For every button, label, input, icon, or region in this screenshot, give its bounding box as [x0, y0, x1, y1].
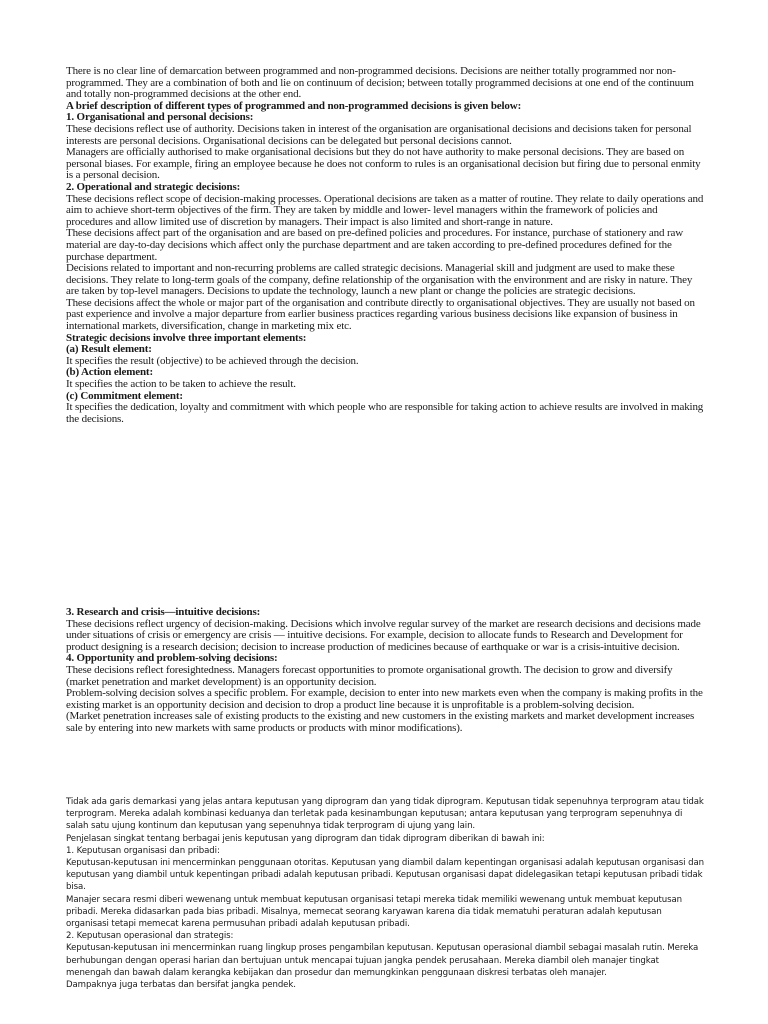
types-heading: A brief description of different types of programmed and non-programmed decisions is given below:: [66, 99, 522, 112]
section-heading-operational-strategic: 2. Operational and strategic decisions:: [66, 180, 241, 193]
subheading-commitment-element: (c) Commitment element:: [66, 389, 183, 402]
paragraph: Decisions related to important and non-recurring problems are called strategic decisions. Managerial skill and judgment are used to make these decisions. They relate to long-term goals of the company, define relationship of the organisation with the environment and are risky in nature. They are taken by top-level managers. Decisions to update the technology, launch a new plant or change the policies are strategic decisions.: [66, 262, 693, 298]
paragraph: It specifies the result (objective) to be achieved through the decision.: [66, 354, 359, 367]
subheading-result-element: (a) Result element:: [66, 343, 152, 356]
paragraph: It specifies the dedication, loyalty and commitment with which people who are responsible for taking action to achieve results are involved in making the decisions.: [66, 401, 704, 425]
section-heading-organisational-personal: 1. Organisational and personal decisions:: [66, 111, 254, 124]
subheading-action-element: (b) Action element:: [66, 366, 153, 379]
paragraph: Dampaknya juga terbatas dan bersifat jangka pendek.: [66, 980, 296, 991]
english-text-section-top: [66, 66, 706, 425]
section-heading: 1. Keputusan organisasi dan pribadi:: [66, 845, 220, 856]
paragraph: These decisions reflect foresightedness. Managers forecast opportunities to promote organisational growth. The decision to grow and diversify (market penetration and market development) is an opportunity decision.: [66, 663, 673, 688]
paragraph: These decisions affect part of the organisation and are based on pre-defined policies and procedures. For instance, purchase of stationery and raw material are day-to-day decisions which affect only the purchase department and are taken according to pre-defined procedures defined for the purchase department.: [66, 227, 683, 263]
paragraph: Keputusan-keputusan ini mencerminkan ruang lingkup proses pengambilan keputusan. Keputusan operasional diambil sebagai masalah rutin. Mereka berhubungan dengan operasi harian dan bertujuan untuk mencapai tujuan jangka pendek perusahaan. Mereka diambil oleh manajer tingkat menengah dan bawah dalam kerangka kebijakan dan prosedur dan memungkinkan penggunaan diskresi terbatas oleh manajer.: [66, 943, 699, 978]
paragraph: Manajer secara resmi diberi wewenang untuk membuat keputusan organisasi tetapi mereka tidak memiliki wewenang untuk membuat keputusan pribadi. Mereka didasarkan pada bias pribadi. Misalnya, memecat seorang karyawan karena dia tidak mematuhi peraturan adalah keputusan organisasi tetapi memecat karena permusuhan pribadi adalah keputusan pribadi.: [66, 894, 682, 930]
section-heading-opportunity-problem: 4. Opportunity and problem-solving decisions:: [66, 652, 278, 665]
indonesian-translation-section: [66, 796, 706, 991]
paragraph: It specifies the action to be taken to achieve the result.: [66, 378, 296, 391]
paragraph: These decisions reflect use of authority. Decisions taken in interest of the organisation are organisational decisions and decisions taken for personal interests are personal decisions. Organisational decisions can be delegated but personal decisions cannot.: [66, 122, 692, 147]
section-heading: 2. Keputusan operasional dan strategis:: [66, 931, 234, 942]
paragraph: These decisions reflect urgency of decision-making. Decisions which involve regular survey of the market are research decisions and decisions made under situations of crisis or emergency are crisis — intuitive decisions. For example, decision to allocate funds to Research and Development for product designing is a research decision; decision to increase production of medicines because of earthquake or war is a crisis-intuitive decision.: [66, 617, 701, 653]
paragraph: These decisions affect the whole or major part of the organisation and contribute directly to organisational objectives. They are usually not based on past experience and involve a major departure from earlier business practices regarding various business decisions like expansion of business in international markets, diversification, change in marketing mix etc.: [66, 296, 695, 333]
paragraph: Keputusan-keputusan ini mencerminkan penggunaan otoritas. Keputusan yang diambil dalam kepentingan organisasi adalah keputusan organisasi dan keputusan yang diambil untuk kepentingan pribadi adalah keputusan pribadi. Keputusan organisasi dapat didelegasikan tetapi keputusan pribadi tidak bisa.: [66, 858, 704, 893]
paragraph: Problem-solving decision solves a specific problem. For example, decision to enter into new markets even when the company is making profits in the existing market is an opportunity decision and decision to drop a product line because it is unprofitable is a problem-solving decision.: [66, 687, 703, 711]
intro-paragraph: There is no clear line of demarcation between programmed and non-programmed decisions. Decisions are neither totally programmed nor non-programmed. They are a combination of both and lie on continuum of decision; between totally programmed decisions at one end of the continuum and totally non-programmed decisions at the other end.: [66, 65, 694, 101]
paragraph: Managers are officially authorised to make organisational decisions but they do not have authority to make personal decisions. They are based on personal biases. For example, firing an employee because he does not conform to rules is an organisational decision but firing due to personal enmity is a personal decision.: [66, 146, 701, 182]
paragraph: These decisions reflect scope of decision-making processes. Operational decisions are taken as a matter of routine. They relate to daily operations and aim to achieve short-term objectives of the firm. They are taken by middle and lower- level managers within the framework of policies and procedures and allow limited use of discretion by managers. Their impact is also limited and short-range in nature.: [66, 192, 704, 228]
elements-heading: Strategic decisions involve three important elements:: [66, 331, 307, 344]
english-text-section-bottom: [66, 607, 706, 735]
section-heading-research-crisis: 3. Research and crisis—intuitive decisions:: [66, 606, 261, 618]
paragraph: Tidak ada garis demarkasi yang jelas antara keputusan yang diprogram dan yang tidak diprogram. Keputusan tidak sepenuhnya terprogram atau tidak terprogram. Mereka adalah kombinasi keduanya dan terletak pada kesinambungan keputusan; antara keputusan yang terprogram sepenuhnya di salah satu ujung kontinum dan keputusan yang sepenuhnya tidak terprogram di ujung yang lain.: [66, 797, 704, 832]
paragraph: Penjelasan singkat tentang berbagai jenis keputusan yang diprogram dan tidak diprogram diberikan di bawah ini:: [66, 833, 545, 844]
paragraph: (Market penetration increases sale of existing products to the existing and new customers in the existing markets and market development increases sale by entering into new markets with same products or products with minor modifications).: [66, 710, 695, 734]
